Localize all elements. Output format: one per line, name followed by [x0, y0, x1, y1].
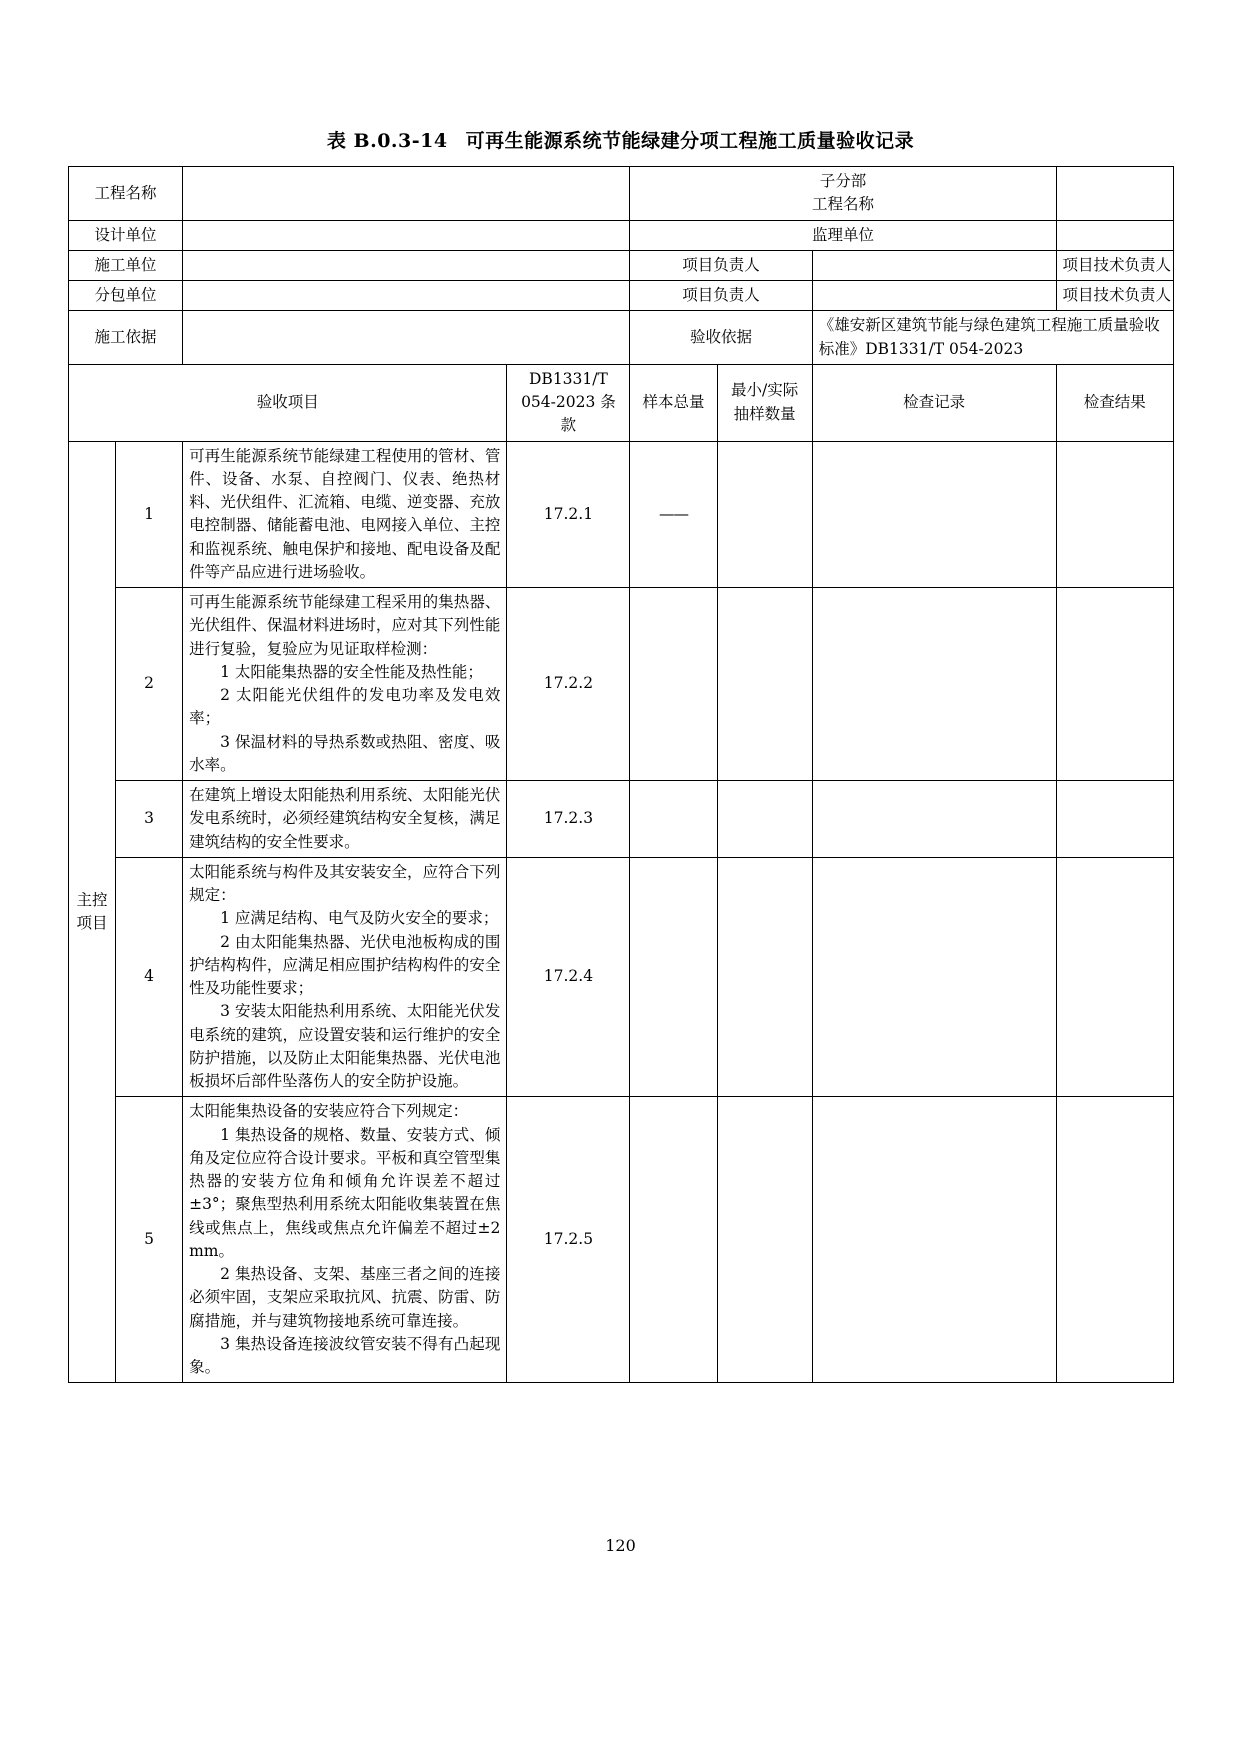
clause-number: 17.2.3: [507, 781, 630, 858]
header-inspection-record: 检查记录: [812, 364, 1056, 441]
item-paragraph: 2 集热设备、支架、基座三者之间的连接必须牢固，支架应采取抗风、抗震、防雷、防腐措施，并与建筑物接地系统可靠连接。: [189, 1265, 501, 1330]
acceptance-item-text: [183, 588, 507, 781]
item-paragraph: 1 应满足结构、电气及防火安全的要求；: [220, 909, 499, 928]
label-construction-unit: 施工单位: [69, 250, 183, 280]
acceptance-item-text: [183, 441, 507, 588]
table-row: [69, 588, 1174, 781]
item-paragraph: 2 由太阳能集热器、光伏电池板构成的围护结构构件，应满足相应围护结构构件的安全性及功能性要求；: [189, 932, 501, 997]
sample-count-value[interactable]: [717, 781, 812, 858]
field-subsection-project-name[interactable]: [1056, 167, 1173, 221]
item-paragraph: 1 太阳能集热器的安全性能及热性能；: [220, 662, 483, 681]
category-label-line2: 项目: [76, 913, 108, 932]
item-paragraph: 2 太阳能光伏组件的发电功率及发电效率；: [189, 686, 501, 728]
sample-total-value[interactable]: [630, 781, 717, 858]
page-title: [0, 126, 1241, 153]
field-project-name[interactable]: [183, 167, 630, 221]
acceptance-basis-line1: 《雄安新区建筑节能与绿色建筑工程施工质量验收: [818, 316, 1160, 335]
table-row: [69, 1097, 1174, 1383]
category-label-line1: 主控: [76, 890, 108, 909]
table-row: [69, 311, 1174, 365]
inspection-record-value[interactable]: [812, 781, 1056, 858]
sample-total-value[interactable]: [630, 588, 717, 781]
acceptance-item-text: [183, 857, 507, 1097]
inspection-record-value[interactable]: [812, 857, 1056, 1097]
item-paragraph: 太阳能系统与构件及其安装安全，应符合下列规定：: [189, 862, 501, 904]
row-index: 5: [115, 1097, 182, 1383]
page-number: 120: [605, 1536, 636, 1555]
item-paragraph: 在建筑上增设太阳能热利用系统、太阳能光伏发电系统时，必须经建筑结构安全复核，满足建筑结构的安全性要求。: [189, 786, 501, 851]
field-subcontractor-unit[interactable]: [183, 281, 630, 311]
header-sample-count-line1: 最小/实际: [731, 381, 799, 400]
acceptance-basis-line2: 标准》DB1331/T 054-2023: [818, 339, 1024, 358]
table-title-text: 可再生能源系统节能绿建分项工程施工质量验收记录: [465, 130, 915, 152]
row-index: 1: [115, 441, 182, 588]
label-project-manager: 项目负责人: [630, 250, 812, 280]
sample-total-value[interactable]: ——: [630, 441, 717, 588]
inspection-record-value[interactable]: [812, 588, 1056, 781]
item-paragraph: 1 集热设备的规格、数量、安装方式、倾角及定位应符合设计要求。平板和真空管型集热器的安装方位角和倾角允许误差不超过±3°；聚焦型热利用系统太阳能收集装置在焦线或焦点上，焦线或焦点允许偏差不超过±2mm。: [189, 1125, 501, 1260]
label-sub-project-manager: 项目负责人: [630, 281, 812, 311]
table-row: [69, 781, 1174, 858]
header-clause-line1: DB1331/T: [529, 369, 608, 388]
field-sub-project-manager[interactable]: [812, 281, 1056, 311]
table-row: [69, 250, 1174, 280]
table-row: [69, 857, 1174, 1097]
sample-total-value[interactable]: [630, 857, 717, 1097]
inspection-result-value[interactable]: [1056, 441, 1173, 588]
header-clause: [507, 364, 630, 441]
inspection-record-value[interactable]: [812, 1097, 1056, 1383]
table-header-row: [69, 364, 1174, 441]
row-index: 2: [115, 588, 182, 781]
sample-count-value[interactable]: [717, 588, 812, 781]
item-paragraph: 可再生能源系统节能绿建工程采用的集热器、光伏组件、保温材料进场时，应对其下列性能进行复验，复验应为见证取样检测：: [189, 593, 501, 658]
header-inspection-result: 检查结果: [1056, 364, 1173, 441]
sample-count-value[interactable]: [717, 857, 812, 1097]
label-subcontractor-unit: 分包单位: [69, 281, 183, 311]
acceptance-record-table: [68, 166, 1174, 1383]
table-number: 表 B.0.3-14: [326, 130, 448, 152]
label-construction-basis: 施工依据: [69, 311, 183, 365]
table-row: [69, 281, 1174, 311]
inspection-result-value[interactable]: [1056, 1097, 1173, 1383]
category-label-main-control: [69, 441, 116, 1383]
header-sample-count: [717, 364, 812, 441]
label-subsection-line1: 子分部: [819, 172, 867, 190]
acceptance-item-text: [183, 781, 507, 858]
field-acceptance-basis: [812, 311, 1173, 365]
label-design-unit: 设计单位: [69, 220, 183, 250]
inspection-result-value[interactable]: [1056, 857, 1173, 1097]
clause-number: 17.2.2: [507, 588, 630, 781]
label-subsection-line2: 工程名称: [811, 195, 874, 214]
inspection-result-value[interactable]: [1056, 781, 1173, 858]
item-paragraph: 3 安装太阳能热利用系统、太阳能光伏发电系统的建筑，应设置安装和运行维护的安全防护措施，以及防止太阳能集热器、光伏电池板损坏后部件坠落伤人的安全防护设施。: [189, 1002, 501, 1090]
row-index: 3: [115, 781, 182, 858]
label-project-name: 工程名称: [69, 167, 183, 221]
table-row: [69, 441, 1174, 588]
field-supervision-unit[interactable]: [1056, 220, 1173, 250]
table-row: [69, 220, 1174, 250]
field-construction-unit[interactable]: [183, 250, 630, 280]
row-index: 4: [115, 857, 182, 1097]
clause-number: 17.2.1: [507, 441, 630, 588]
sample-count-value[interactable]: [717, 1097, 812, 1383]
inspection-record-value[interactable]: [812, 441, 1056, 588]
sample-total-value[interactable]: [630, 1097, 717, 1383]
label-supervision-unit: 监理单位: [630, 220, 1056, 250]
item-paragraph: 可再生能源系统节能绿建工程使用的管材、管件、设备、水泵、自控阀门、仪表、绝热材料、光伏组件、汇流箱、电缆、逆变器、充放电控制器、储能蓄电池、电网接入单位、主控和监视系统、触电保护和接地、配电设备及配件等产品应进行进场验收。: [189, 446, 501, 581]
label-acceptance-basis: 验收依据: [630, 311, 812, 365]
field-design-unit[interactable]: [183, 220, 630, 250]
field-project-manager[interactable]: [812, 250, 1056, 280]
clause-number: 17.2.4: [507, 857, 630, 1097]
label-subsection-project-name: [630, 167, 1056, 221]
field-construction-basis[interactable]: [183, 311, 630, 365]
item-paragraph: 太阳能集热设备的安装应符合下列规定：: [189, 1102, 469, 1121]
inspection-result-value[interactable]: [1056, 588, 1173, 781]
header-acceptance-item: 验收项目: [69, 364, 507, 441]
clause-number: 17.2.5: [507, 1097, 630, 1383]
sample-count-value[interactable]: [717, 441, 812, 588]
acceptance-item-text: [183, 1097, 507, 1383]
header-sample-total: 样本总量: [630, 364, 717, 441]
header-sample-count-line2: 抽样数量: [733, 404, 796, 423]
label-sub-technical-manager: 项目技术负责人: [1056, 281, 1173, 311]
table-row: [69, 167, 1174, 221]
label-technical-manager: 项目技术负责人: [1056, 250, 1173, 280]
header-clause-line2: 054-2023 条款: [521, 393, 616, 435]
item-paragraph: 3 保温材料的导热系数或热阻、密度、吸水率。: [189, 732, 501, 774]
item-paragraph: 3 集热设备连接波纹管安装不得有凸起现象。: [189, 1334, 501, 1376]
